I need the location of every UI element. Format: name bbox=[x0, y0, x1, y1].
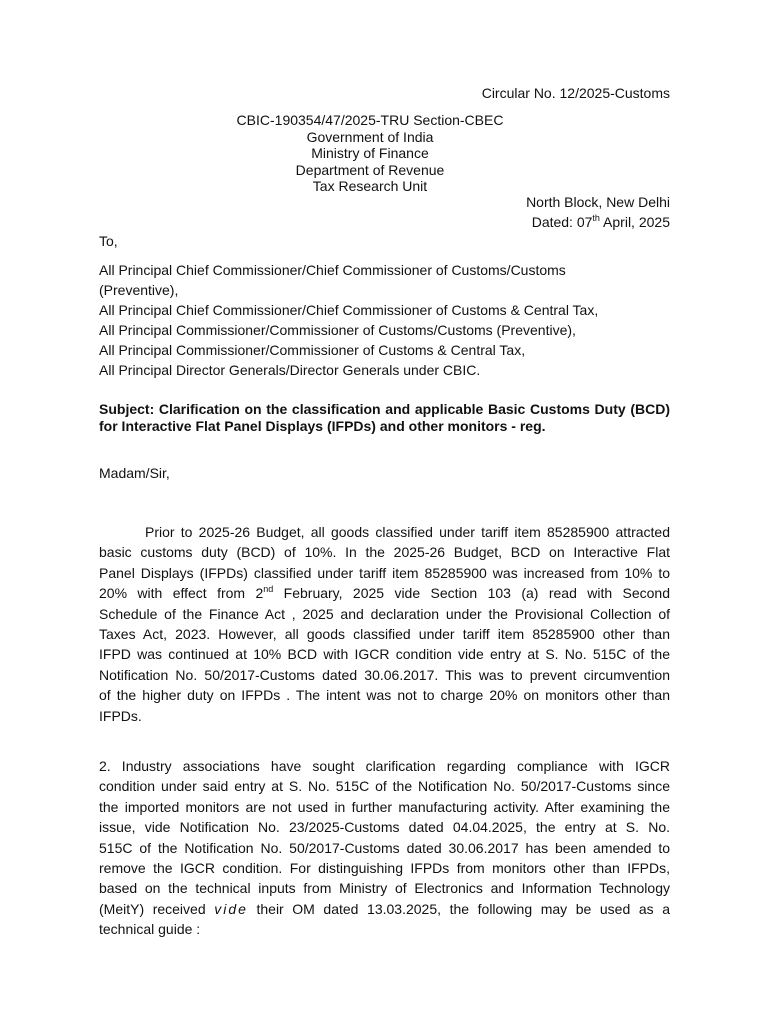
addressee-item: (Preventive), bbox=[99, 282, 179, 298]
paragraph-text: (MeitY) received bbox=[99, 900, 215, 917]
subject: Subject: Clarification on the classification and applicable Basic Customs Duty (BCD) for Interactive Flat Panel Displays (IFPDs) and other monitors - reg. bbox=[99, 401, 670, 434]
paragraph-line: of the higher duty on IFPDs . The intent was not to charge 20% on monitors other than bbox=[99, 687, 670, 704]
paragraph-line: the imported monitors are not used in further manufacturing activity. After examining the bbox=[99, 798, 670, 815]
unit-name: Tax Research Unit bbox=[312, 178, 428, 194]
paragraph-line: 515C of the Notification No. 50/2017-Customs dated 30.06.2017 has been amended to bbox=[99, 839, 670, 856]
paragraph-text: their OM dated 13.03.2025, the following may be used as a bbox=[247, 900, 670, 917]
paragraph-line: 2. Industry associations have sought clarification regarding compliance with IGCR bbox=[99, 758, 670, 774]
place: North Block, New Delhi bbox=[526, 194, 670, 210]
paragraph-2 bbox=[99, 756, 670, 940]
paragraph-line: Prior to 2025-26 Budget, all goods classified under tariff item 85285900 attracted bbox=[145, 524, 670, 540]
paragraph-line: IFPD was continued at 10% BCD with IGCR condition vide entry at S. No. 515C of the bbox=[99, 646, 670, 663]
addressee-item: All Principal Chief Commissioner/Chief Commissioner of Customs/Customs bbox=[99, 262, 566, 278]
paragraph-line: issue, vide Notification No. 23/2025-Customs dated 04.04.2025, the entry at S. No. bbox=[99, 819, 670, 836]
addressee-list bbox=[99, 260, 670, 380]
paragraph-line: condition under said entry at S. No. 515C of the Notification No. 50/2017-Customs since bbox=[99, 778, 670, 795]
paragraph-line: Taxes Act, 2023. However, all goods classified under tariff item 85285900 other than bbox=[99, 625, 670, 642]
paragraph-text: February, 2025 vide Section 103 (a) read with Second bbox=[273, 585, 671, 602]
paragraph-line: based on the technical inputs from Ministry of Electronics and Information Technology bbox=[99, 880, 670, 897]
circular-number: Circular No. 12/2025-Customs bbox=[481, 85, 670, 101]
date-line bbox=[532, 214, 670, 231]
addressee-item: All Principal Commissioner/Commissioner of Customs/Customs (Preventive), bbox=[99, 322, 576, 338]
paragraph-line: technical guide : bbox=[99, 921, 201, 938]
superscript: nd bbox=[263, 584, 274, 595]
paragraph-line: basic customs duty (BCD) of 10%. In the 2025-26 Budget, BCD on Interactive Flat bbox=[99, 544, 670, 561]
date-prefix: Dated: 07 bbox=[531, 214, 593, 230]
addressee-item: All Principal Chief Commissioner/Chief Commissioner of Customs & Central Tax, bbox=[99, 302, 599, 318]
letterhead bbox=[220, 112, 520, 195]
paragraph-line bbox=[99, 899, 670, 919]
paragraph-line: remove the IGCR condition. For distinguishing IFPDs from monitors other than IFPDs, bbox=[99, 859, 670, 876]
salutation: Madam/Sir, bbox=[99, 465, 170, 481]
paragraph-line: Schedule of the Finance Act , 2025 and declaration under the Provisional Collection of bbox=[99, 605, 670, 622]
paragraph-line bbox=[99, 583, 670, 603]
ministry-name: Ministry of Finance bbox=[311, 145, 429, 161]
paragraph-line: Panel Displays (IFPDs) classified under tariff item 85285900 was increased from 10% to bbox=[99, 564, 670, 581]
date-superscript: th bbox=[592, 213, 600, 223]
paragraph-line: IFPDs. bbox=[99, 707, 142, 724]
paragraph-line: Notification No. 50/2017-Customs dated 30.06.2017. This was to prevent circumvention bbox=[99, 666, 670, 683]
to-label: To, bbox=[99, 233, 118, 249]
government-name: Government of India bbox=[306, 128, 434, 145]
paragraph-1 bbox=[99, 522, 670, 726]
addressee-item: All Principal Director Generals/Director Generals under CBIC. bbox=[99, 362, 481, 378]
addressee-item: All Principal Commissioner/Commissioner of Customs & Central Tax, bbox=[99, 342, 526, 358]
file-number: CBIC-190354/47/2025-TRU Section-CBEC bbox=[236, 112, 504, 128]
department-name: Department of Revenue bbox=[295, 161, 445, 178]
date-suffix: April, 2025 bbox=[599, 214, 670, 230]
vide-italic: vide bbox=[214, 900, 248, 917]
paragraph-text: 20% with effect from 2 bbox=[99, 585, 264, 602]
